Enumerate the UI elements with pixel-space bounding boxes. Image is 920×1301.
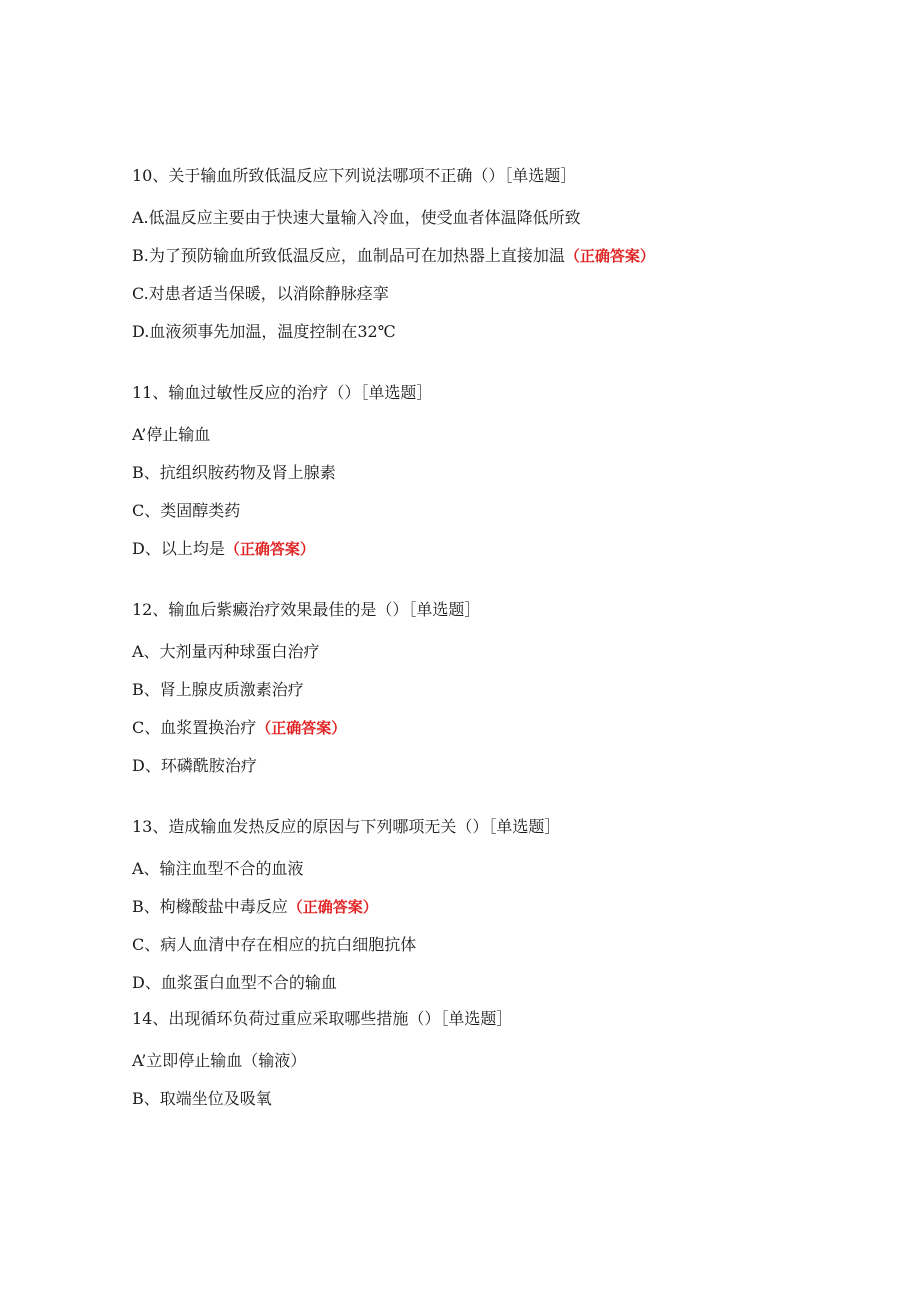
option-d: D.血液须事先加温，温度控制在32℃: [132, 322, 396, 341]
question-title: 14、出现循环负荷过重应采取哪些措施（）［单选题］: [132, 1009, 513, 1028]
option-c: C、病人血清中存在相应的抗白细胞抗体: [132, 935, 417, 954]
option-c: C、类固醇类药: [132, 501, 241, 520]
option-d: D、以上均是（正确答案）: [132, 539, 315, 558]
option-a: A’立即停止输血（输液）: [132, 1051, 307, 1070]
question-title: 11、输血过敏性反应的治疗（）［单选题］: [132, 383, 433, 402]
option-a: A.低温反应主要由于快速大量输入冷血，使受血者体温降低所致: [132, 208, 581, 227]
option-d: D、血浆蛋白血型不合的输血: [132, 973, 337, 992]
option-b: B、肾上腺皮质激素治疗: [132, 680, 304, 699]
option-b: B、取端坐位及吸氧: [132, 1089, 272, 1108]
correct-answer-mark: （正确答案）: [224, 540, 315, 558]
correct-answer-mark: （正确答案）: [256, 719, 347, 737]
question-title: 12、输血后紫癜治疗效果最佳的是（）［单选题］: [132, 600, 481, 619]
option-d: D、环磷酰胺治疗: [132, 756, 257, 775]
question-title: 13、造成输血发热反应的原因与下列哪项无关（）［单选题］: [132, 817, 561, 836]
option-a: A’停止输血: [132, 425, 211, 444]
option-c: C.对患者适当保暖，以消除静脉痉挛: [132, 284, 389, 303]
correct-answer-mark: （正确答案）: [564, 247, 655, 265]
option-a: A、大剂量丙种球蛋白治疗: [132, 642, 320, 661]
option-b: B、抗组织胺药物及肾上腺素: [132, 463, 336, 482]
option-c: C、血浆置换治疗（正确答案）: [132, 718, 347, 737]
question-title: 10、关于输血所致低温反应下列说法哪项不正确（）［单选题］: [132, 166, 577, 185]
correct-answer-mark: （正确答案）: [287, 898, 378, 916]
option-b: B、枸橼酸盐中毒反应（正确答案）: [132, 897, 378, 916]
option-a: A、输注血型不合的血液: [132, 859, 304, 878]
option-b: B.为了预防输血所致低温反应，血制品可在加热器上直接加温（正确答案）: [132, 246, 655, 265]
